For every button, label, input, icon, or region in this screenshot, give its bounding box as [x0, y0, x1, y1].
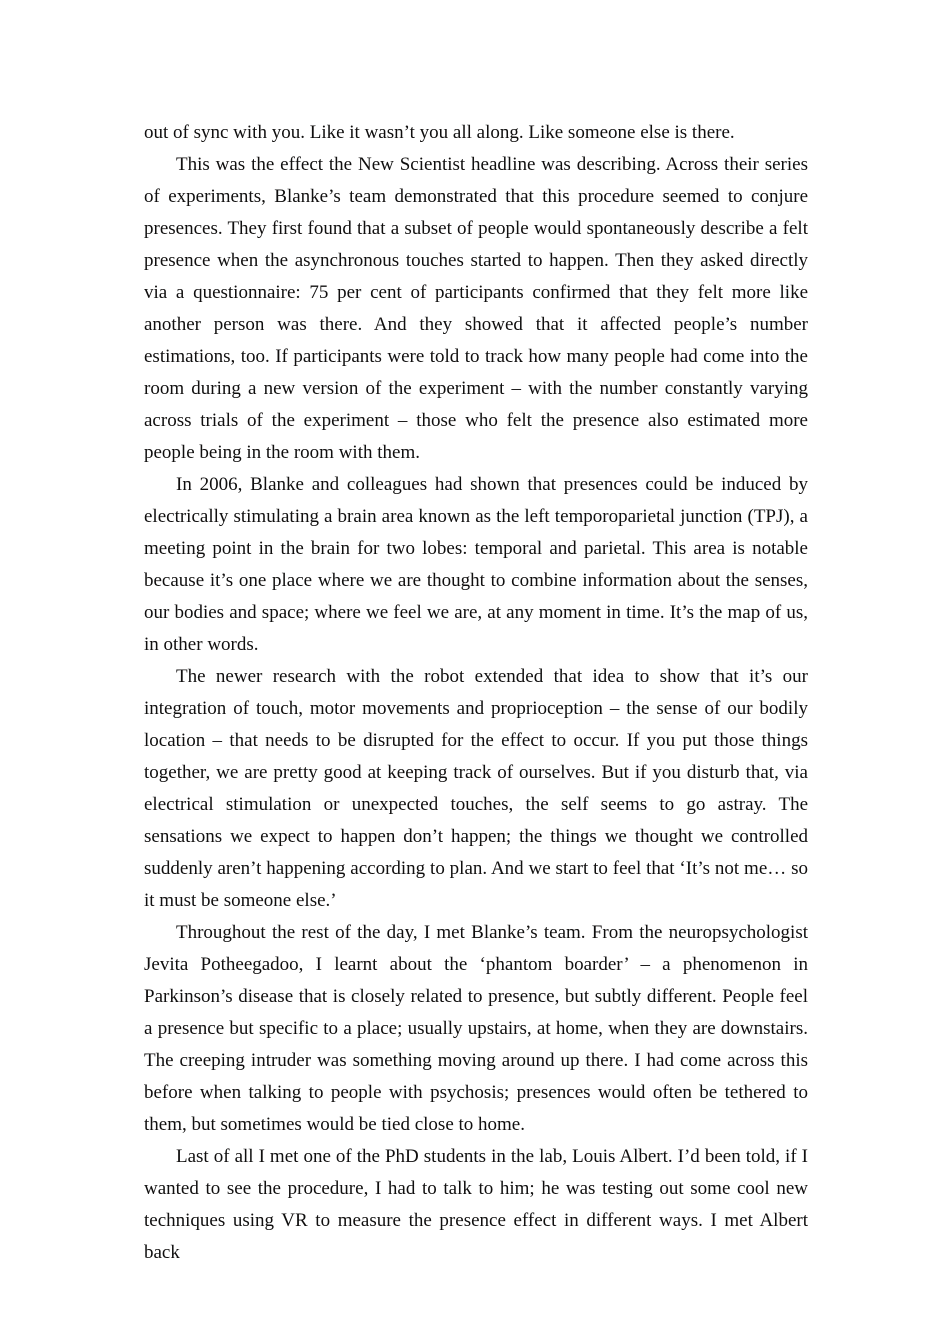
paragraph: The newer research with the robot extended that idea to show that it’s our integration of touch, motor movements and proprioception – the sense of our bodily location – that needs to be disrupted for the effect to occur. If you put those things together, we are pretty good at keeping track of ourselves. But if you disturb that, via electrical stimulation or unexpected touches, the self seems to go astray. The sensations we expect to happen don’t happen; the things we thought we controlled suddenly aren’t happening according to plan. And we start to feel that ‘It’s not me… so it must be someone else.’: [144, 666, 808, 911]
paragraph: This was the effect the New Scientist headline was describing. Across their series of experiments, Blanke’s team demonstrated that this procedure seemed to conjure presences. They first found that a subset of people would spontaneously describe a felt presence when the asynchronous touches started to happen. Then they asked directly via a questionnaire: 75 per cent of participants confirmed that they felt more like another person was there. And they showed that it affected people’s number estimations, too. If participants were told to track how many people had come into the room during a new version of the experiment – with the number constantly varying across trials of the experiment – those who felt the presence also estimated more people being in the room with them.: [144, 154, 808, 463]
paragraph: Last of all I met one of the PhD students in the lab, Louis Albert. I’d been told, if I wanted to see the procedure, I had to talk to him; he was testing out some cool new techniques using VR to measure the presence effect in different ways. I met Albert back: [144, 1146, 808, 1263]
paragraph: In 2006, Blanke and colleagues had shown that presences could be induced by electrically stimulating a brain area known as the left temporoparietal junction (TPJ), a meeting point in the brain for two lobes: temporal and parietal. This area is notable because it’s one place where we are thought to combine information about the senses, our bodies and space; where we feel we are, at any moment in time. It’s the map of us, in other words.: [144, 474, 808, 655]
paragraph: out of sync with you. Like it wasn’t you all along. Like someone else is there.: [144, 122, 735, 143]
paragraph: Throughout the rest of the day, I met Blanke’s team. From the neuropsychologist Jevita Potheegadoo, I learnt about the ‘phantom boarder’ – a phenomenon in Parkinson’s disease that is closely related to presence, but subtly different. People feel a presence but specific to a place; usually upstairs, at home, when they are downstairs. The creeping intruder was something moving around up there. I had come across this before when talking to people with psychosis; presences would often be tethered to them, but sometimes would be tied close to home.: [144, 922, 808, 1135]
body-text-column: [144, 117, 808, 1269]
